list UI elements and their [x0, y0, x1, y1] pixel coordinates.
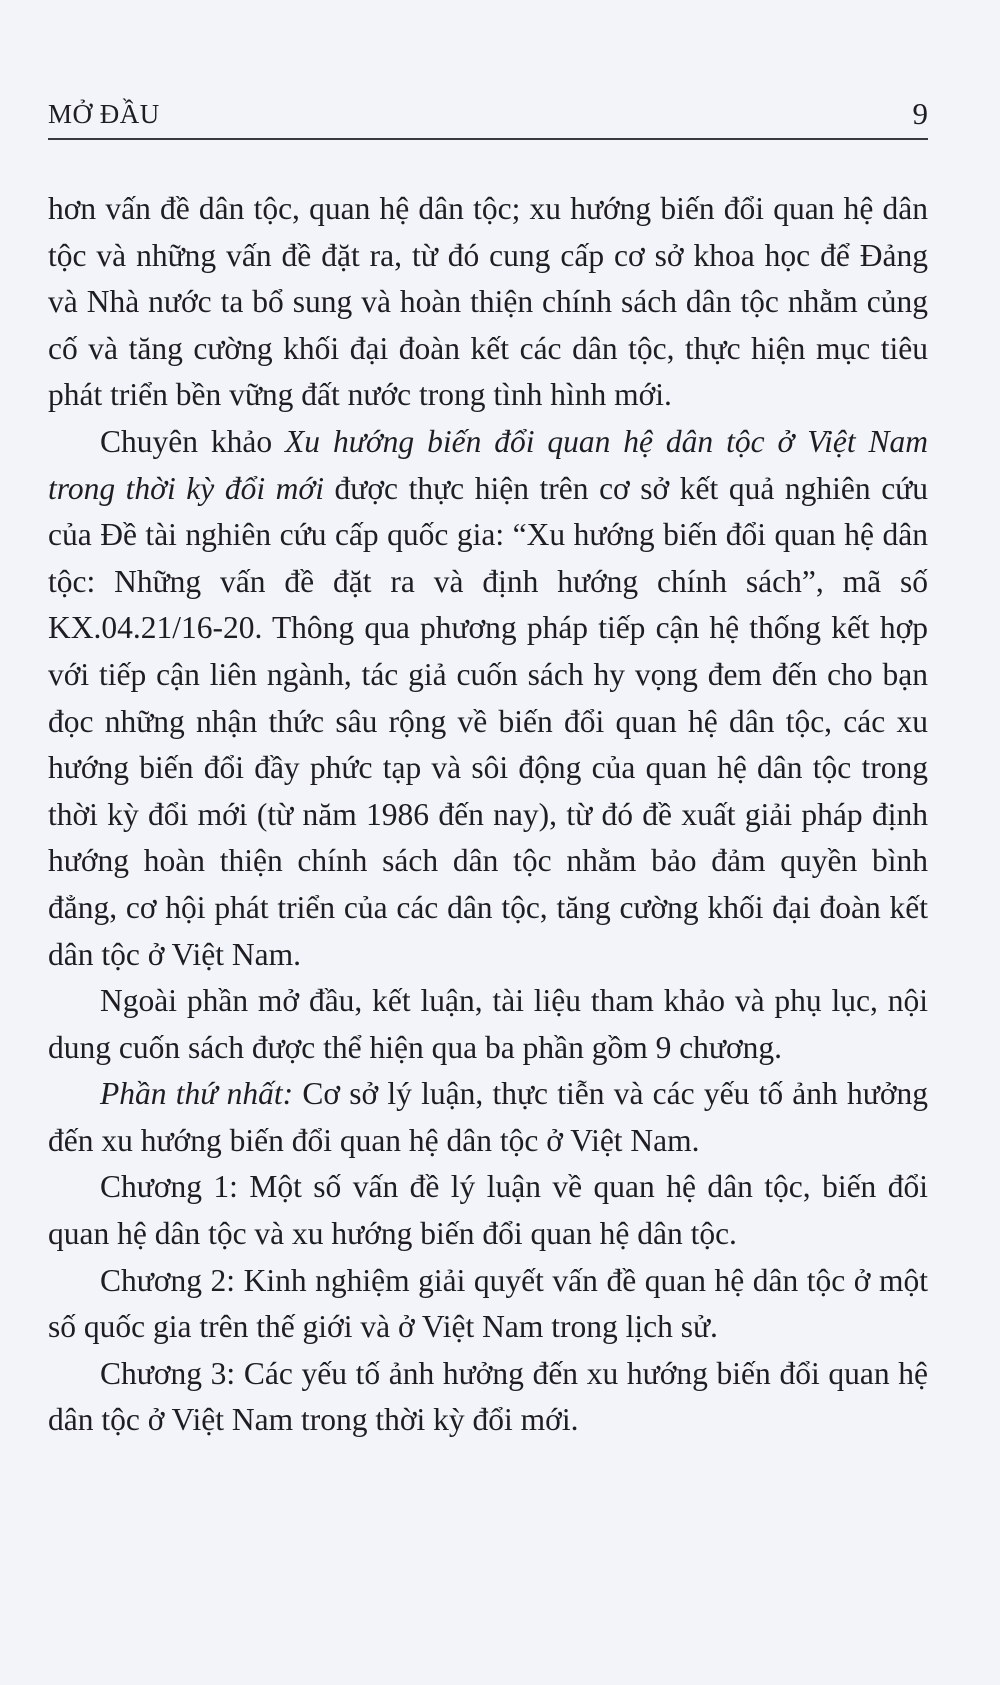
part-description: Cơ sở lý luận, thực tiễn và các yếu tố ảnh hưởng đến xu hướng biến đổi quan hệ dân tộc ở Việt Nam.: [48, 1076, 928, 1158]
paragraph-structure: Ngoài phần mở đầu, kết luận, tài liệu tham khảo và phụ lục, nội dung cuốn sách được thể hiện qua ba phần gồm 9 chương.: [48, 983, 928, 1065]
paragraph-chapter-2: Chương 2: Kinh nghiệm giải quyết vấn đề quan hệ dân tộc ở một số quốc gia trên thế giới và ở Việt Nam trong lịch sử.: [48, 1262, 928, 1345]
paragraph-body-text: được thực hiện trên cơ sở kết quả nghiên cứu của Đề tài nghiên cứu cấp quốc gia: “Xu hướng biến đổi quan hệ dân tộc: Những vấn đề đặt ra và định hướng chính sách”, mã số KX.04.21/16-20. Thông qua phương pháp tiếp cận hệ thống kết hợp với tiếp cận liên ngành, tác giả cuốn sách hy vọng đem đến cho bạn đọc những nhận thức sâu rộng về biến đổi quan hệ dân tộc, các xu hướng biến đổi đầy phức tạp và sôi động của quan hệ dân tộc trong thời kỳ đổi mới (từ năm 1986 đến nay), từ đó đề xuất giải pháp định hướng hoàn thiện chính sách dân tộc nhằm bảo đảm quyền bình đẳng, cơ hội phát triển của các dân tộc, tăng cường khối đại đoàn kết dân tộc ở Việt Nam.: [48, 470, 928, 972]
paragraph-chapter-3: Chương 3: Các yếu tố ảnh hưởng đến xu hướng biến đổi quan hệ dân tộc ở Việt Nam trong thời kỳ đổi mới.: [48, 1355, 928, 1438]
section-title: MỞ ĐẦU: [48, 99, 160, 129]
paragraph-continuation: hơn vấn đề dân tộc, quan hệ dân tộc; xu hướng biến đổi quan hệ dân tộc và những vấn đề đặt ra, từ đó cung cấp cơ sở khoa học để Đảng và Nhà nước ta bổ sung và hoàn thiện chính sách dân tộc nhằm củng cố và tăng cường khối đại đoàn kết các dân tộc, thực hiện mục tiêu phát triển bền vững đất nước trong tình hình mới.: [48, 191, 928, 413]
paragraph-part-one: [48, 1071, 928, 1164]
body-text: [48, 186, 928, 1444]
book-title: Xu hướng biến đổi quan hệ dân tộc ở Việt Nam trong thời kỳ đổi mới: [48, 423, 928, 506]
paragraph-lead-text: Chuyên khảo: [100, 423, 286, 459]
running-header: [48, 92, 928, 140]
part-label: Phần thứ nhất:: [100, 1076, 294, 1112]
paragraph-monograph-intro: [48, 419, 928, 978]
paragraph-chapter-1: Chương 1: Một số vấn đề lý luận về quan hệ dân tộc, biến đổi quan hệ dân tộc và xu hướng biến đổi quan hệ dân tộc.: [48, 1169, 928, 1252]
page-number: 9: [912, 96, 928, 131]
